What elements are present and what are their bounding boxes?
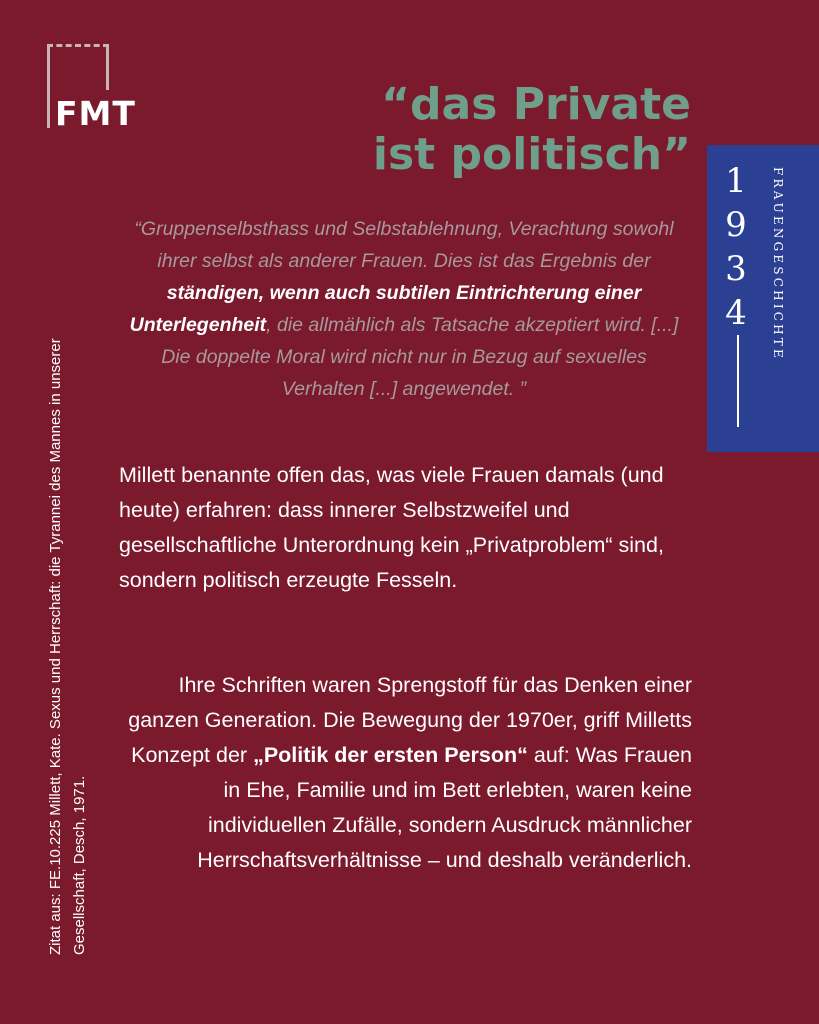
citation <box>44 205 92 955</box>
year-digit: 3 <box>725 249 747 289</box>
year-box <box>707 145 819 452</box>
year-digit: 1 <box>725 161 747 201</box>
logo-bracket-left <box>47 44 50 128</box>
year-digit: 9 <box>725 205 747 245</box>
headline-line-1: “das Private <box>381 79 691 130</box>
year-digits <box>721 159 751 335</box>
logo-bracket-top <box>47 44 109 47</box>
fmt-logo <box>47 44 139 132</box>
logo-text: FMT <box>55 94 136 133</box>
headline <box>271 80 691 180</box>
paragraph-2 <box>112 668 692 878</box>
quote-text-part-2: , die allmählich als Tatsache akzeptiert wird. [...] Die doppelte Moral wird nicht nur in Bezug auf sexuelles Verhalten [...] angewendet. ” <box>161 314 679 400</box>
quote-emphasis: ständigen, wenn auch subtilen Eintrichterung einer Unterlegenheit <box>129 282 642 336</box>
headline-line-2: ist politisch” <box>372 129 691 180</box>
logo-bracket-right <box>106 44 109 90</box>
quote-block <box>118 213 690 405</box>
year-digit: 4 <box>725 293 747 333</box>
quote-text-part-1: “Gruppenselbsthass und Selbstablehnung, Verachtung sowohl ihrer selbst als anderer Frauen. Dies ist das Ergebnis der <box>134 218 674 272</box>
paragraph-2-part-2: auf: Was Frauen in Ehe, Familie und im Bett erlebten, waren keine individuellen Zufälle, sondern Ausdruck männlicher Herrschaftsverhältnisse – und deshalb veränderlich. <box>197 743 692 872</box>
citation-line-2: Gesellschaft, Desch, 1971. <box>71 775 88 955</box>
paragraph-2-part-1: Ihre Schriften waren Sprengstoff für das Denken einer ganzen Generation. Die Bewegung der 1970er, griff Milletts Konzept der <box>128 673 692 767</box>
year-subject: FRAUENGESCHICHTE <box>771 167 785 361</box>
citation-line-1: Zitat aus: FE.10.225 Millett, Kate. Sexus und Herrschaft: die Tyrannei des Mannes in unserer <box>47 338 64 955</box>
paragraph-1: Millett benannte offen das, was viele Frauen damals (und heute) erfahren: dass innerer Selbstzweifel und gesellschaftliche Unterordnung kein „Privatproblem“ sind, sondern politisch erzeugte Fesseln. <box>119 463 664 592</box>
paragraph-2-bold: „Politik der ersten Person“ <box>253 743 528 767</box>
year-divider-line <box>737 335 739 427</box>
